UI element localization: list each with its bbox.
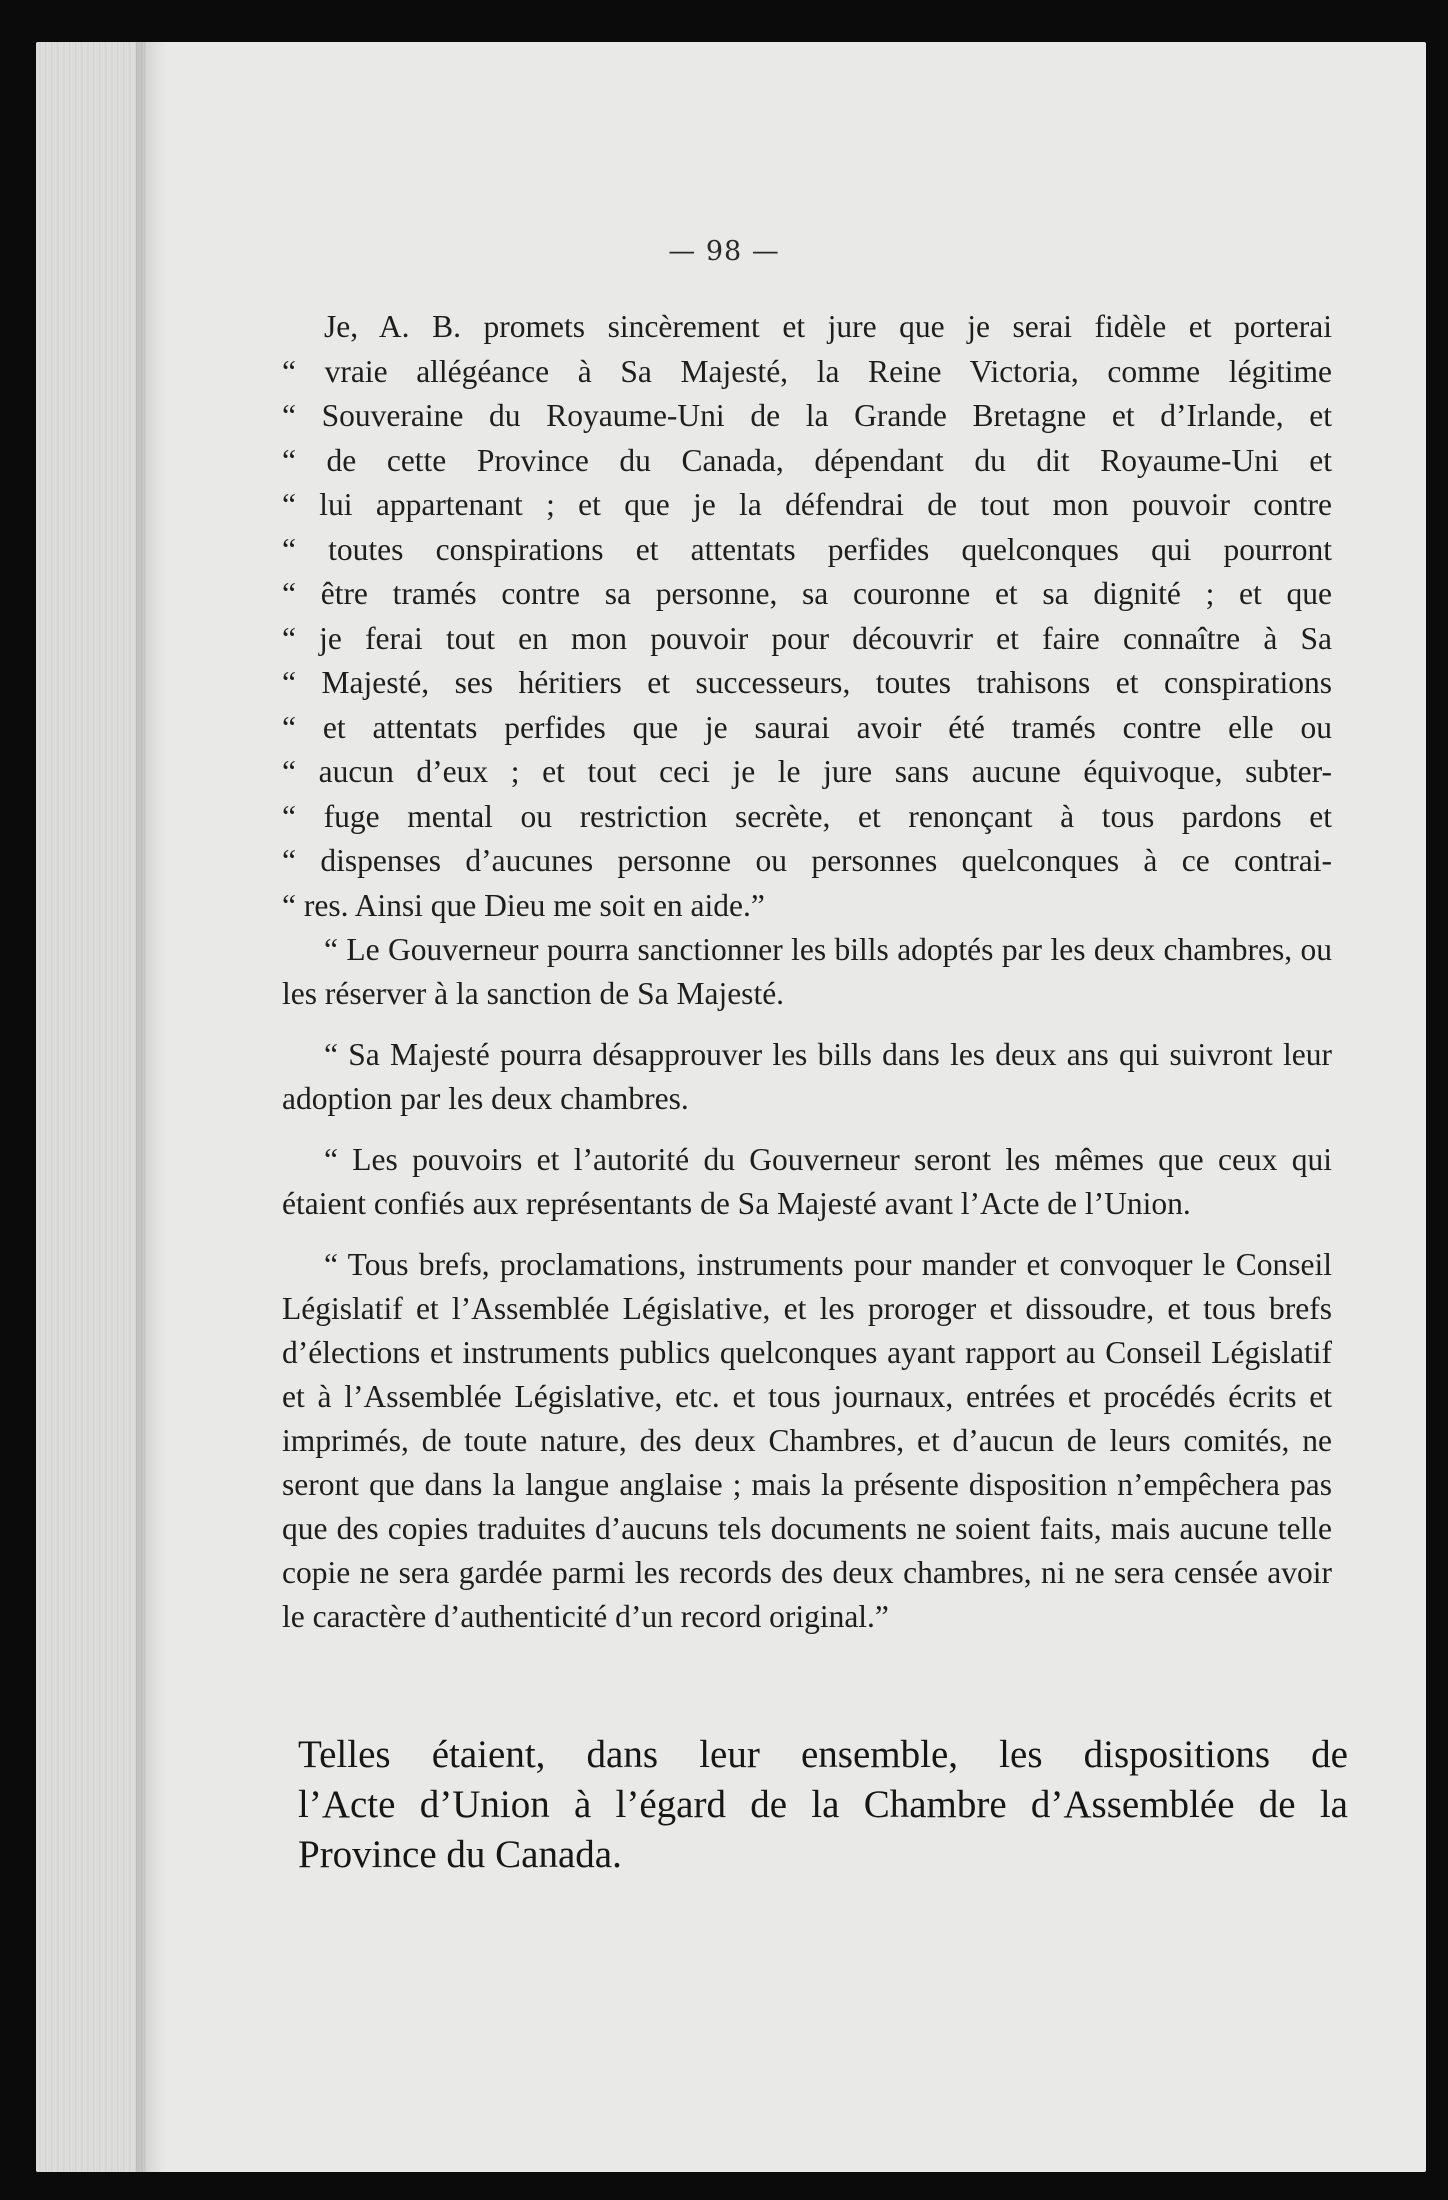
oath-line: “ Souveraine du Royaume-Uni de la Grande Bretagne et d’Irlande, et bbox=[282, 398, 1332, 433]
oath-line: “ Majesté, ses héritiers et successeurs, toutes trahisons et conspirations bbox=[282, 665, 1332, 700]
conclusion-line: Province du Canada. bbox=[298, 1833, 622, 1876]
oath-line: “ je ferai tout en mon pouvoir pour découvrir et faire connaître à Sa bbox=[282, 620, 1332, 656]
oath-line: “ toutes conspirations et attentats perfides quelconques qui pourront bbox=[282, 531, 1332, 567]
page-edges bbox=[36, 42, 146, 2172]
oath-line: “ fuge mental ou restriction secrète, et renonçant à tous pardons et bbox=[282, 798, 1332, 834]
page-number: — 98 — bbox=[668, 236, 780, 267]
paragraph-governor-sanction: “ Le Gouverneur pourra sanctionner les bills adoptés par les deux chambres, ou les réserver à la sanction de Sa Majesté. bbox=[282, 932, 1332, 1011]
paragraph-english-language: “ Tous brefs, proclamations, instruments pour mander et convoquer le Conseil Législatif et l’Assemblée Législative, et les proroger et dissoudre, et tous brefs d’élections et instruments publics quelconques ayant rapport au Conseil Législatif et à l’Assemblée Législative, etc. et tous journaux, entrées et procédés écrits et imprimés, de toute nature, des deux Chambres, et d’aucun de leurs comités, ne seront que dans la langue anglaise ; mais la présente disposition n’empêchera pas que des copies traduites d’aucuns tels documents ne soient faits, mais aucune telle copie ne sera gardée parmi les records des deux chambres, ni ne sera censée avoir le caractère d’authenticité d’un record original.” bbox=[282, 1247, 1332, 1634]
paragraph-governor-powers: “ Les pouvoirs et l’autorité du Gouverneur seront les mêmes que ceux qui étaient confiés aux représentants de Sa Majesté avant l’Acte de l’Union. bbox=[282, 1142, 1332, 1221]
page-fold-shadow bbox=[136, 42, 166, 2172]
oath-line: “ vraie allégéance à Sa Majesté, la Reine Victoria, comme légitime bbox=[282, 353, 1332, 389]
oath-line: “ res. Ainsi que Dieu me soit en aide.” bbox=[282, 887, 765, 923]
body-paragraphs bbox=[282, 928, 1332, 1656]
oath-line: “ être tramés contre sa personne, sa couronne et sa dignité ; et que bbox=[282, 576, 1332, 611]
conclusion-line: Telles étaient, dans leur ensemble, les dispositions de bbox=[298, 1733, 1348, 1776]
oath-line: “ de cette Province du Canada, dépendant du dit Royaume-Uni et bbox=[282, 442, 1332, 478]
oath-line: “ lui appartenant ; et que je la défendrai de tout mon pouvoir contre bbox=[282, 487, 1332, 522]
oath-line: Je, A. B. promets sincèrement et jure que je serai fidèle et porterai bbox=[324, 309, 1332, 344]
oath-line: “ dispenses d’aucunes personne ou personnes quelconques à ce contrai- bbox=[282, 843, 1332, 878]
paragraph-disallowance: “ Sa Majesté pourra désapprouver les bills dans les deux ans qui suivront leur adoption par les deux chambres. bbox=[282, 1037, 1332, 1116]
oath-line: “ et attentats perfides que je saurai avoir été tramés contre elle ou bbox=[282, 709, 1332, 745]
oath-block bbox=[282, 305, 1332, 928]
oath-line: “ aucun d’eux ; et tout ceci je le jure sans aucune équivoque, subter- bbox=[282, 754, 1332, 789]
conclusion-paragraph bbox=[298, 1730, 1348, 1880]
conclusion-line: l’Acte d’Union à l’égard de la Chambre d’Assemblée de la bbox=[298, 1783, 1348, 1826]
